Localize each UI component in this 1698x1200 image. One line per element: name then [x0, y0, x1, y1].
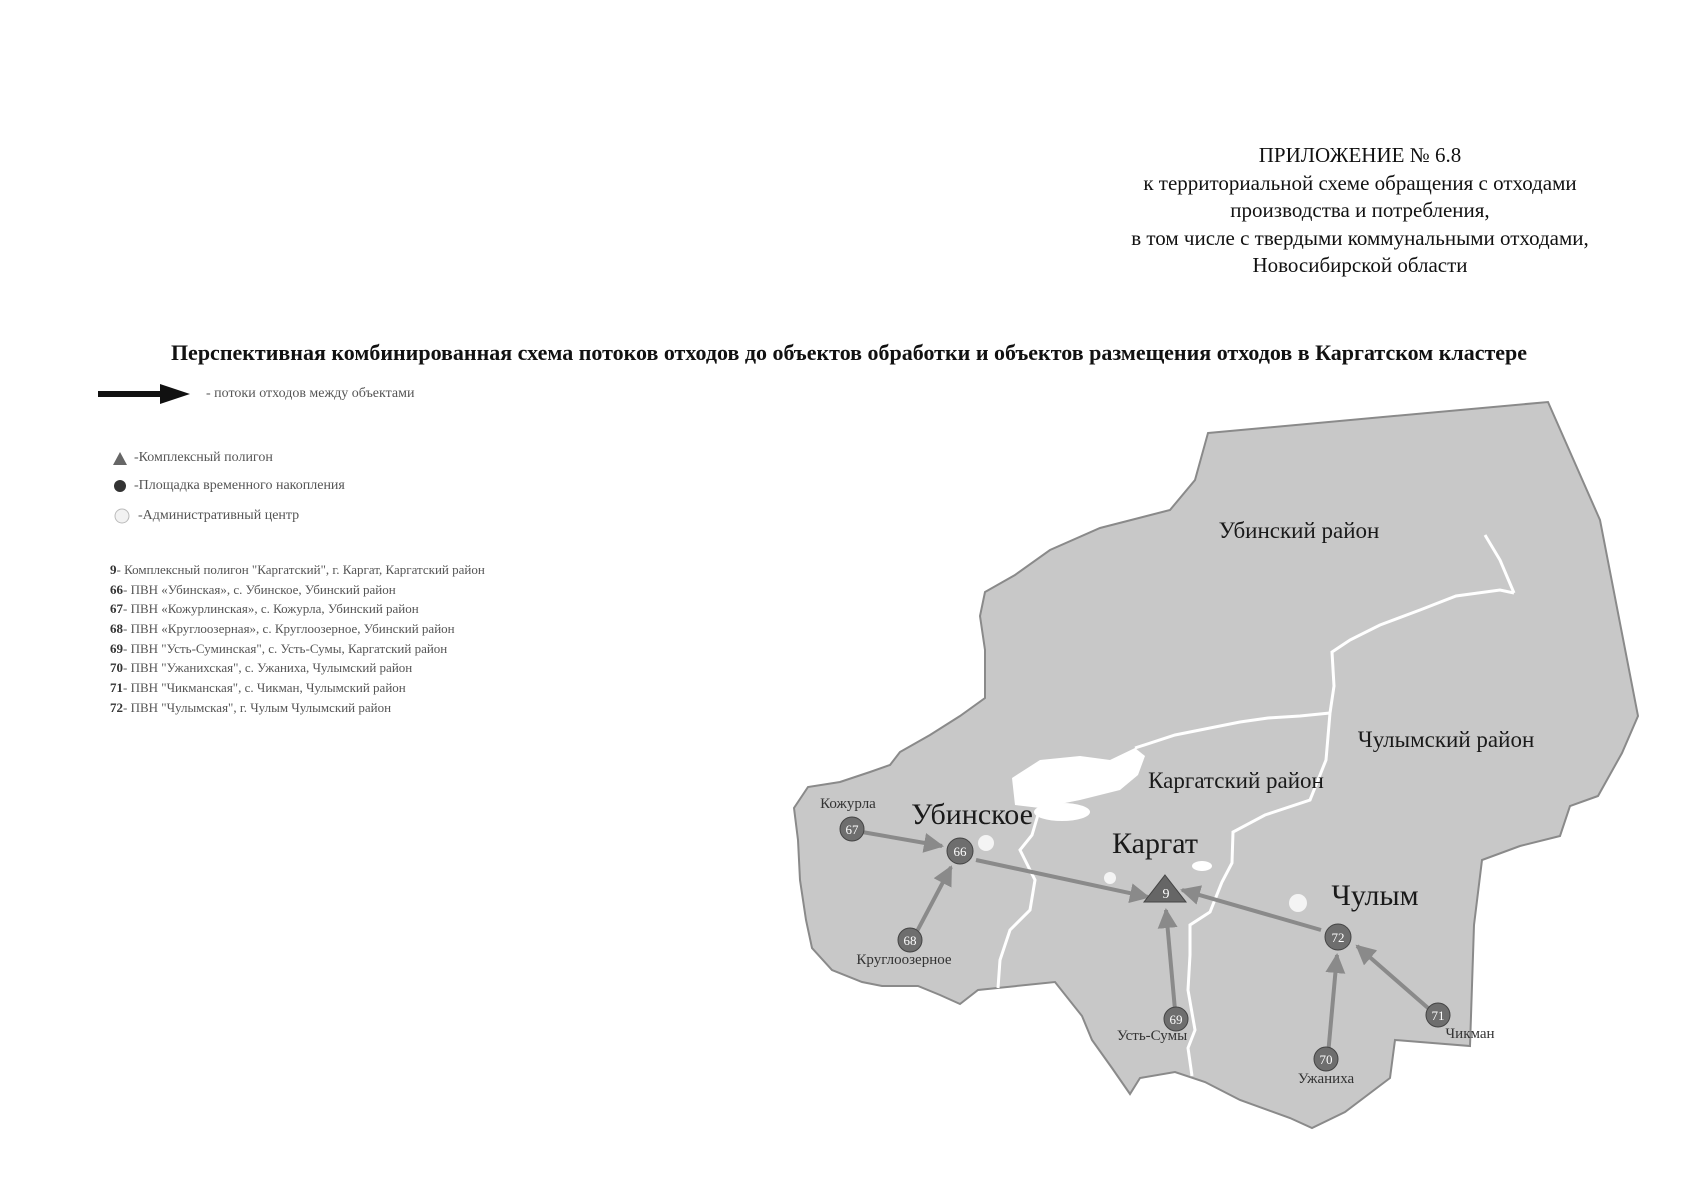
- site-number-66: 66: [953, 844, 967, 859]
- site-70: [1314, 1047, 1338, 1071]
- site-number-68: 68: [903, 933, 917, 948]
- site-number-67: 67: [845, 822, 859, 837]
- region-outline: [794, 402, 1638, 1128]
- district-label-chulymsky: Чулымский район: [1357, 727, 1535, 752]
- district-label-ubinsky: Убинский район: [1218, 518, 1380, 543]
- site-number-9: 9: [1162, 887, 1170, 902]
- appendix-line-3: производства и потребления,: [1230, 198, 1490, 222]
- place-label-kozhurla: Кожурла: [820, 796, 876, 812]
- legend-admin-center-label: -Административный центр: [138, 508, 300, 523]
- list-item: 67- ПВН «Кожурлинская», с. Кожурла, Убинский район: [110, 601, 419, 617]
- district-label-kargatsky: Каргатский район: [1148, 768, 1324, 793]
- list-item: 9- Комплексный полигон "Каргатский", г. Каргат, Каргатский район: [110, 562, 485, 577]
- site-66: [947, 838, 973, 864]
- place-label-ust-sumy: Усть-Сумы: [1116, 1028, 1188, 1044]
- admin-center-chulym-icon: [1289, 894, 1307, 912]
- appendix-line-5: Новосибирской области: [1252, 253, 1468, 277]
- list-item: 72- ПВН "Чулымская", г. Чулым Чулымский район: [110, 699, 392, 715]
- list-item: 66- ПВН «Убинская», с. Убинское, Убинский район: [110, 581, 396, 597]
- site-72: [1325, 924, 1351, 950]
- site-number-72: 72: [1331, 930, 1345, 945]
- list-item: 68- ПВН «Круглоозерная», с. Круглоозерное, Убинский район: [110, 621, 455, 637]
- place-label-chikman: Чикман: [1445, 1026, 1495, 1042]
- appendix-line-1: ПРИЛОЖЕНИЕ № 6.8: [1258, 143, 1462, 167]
- document-title: Перспективная комбинированная схема потоков отходов до объектов обработки и объектов размещения отходов в Каргатском кластере: [170, 340, 1528, 365]
- list-item: 71- ПВН "Чикманская", с. Чикман, Чулымский район: [110, 680, 406, 696]
- lake: [1034, 803, 1090, 821]
- center-label-ubinskoe: Убинское: [911, 798, 1033, 831]
- admin-center-ubinskoe-icon: [978, 835, 994, 851]
- site-67: [840, 817, 864, 841]
- legend-complex-landfill-label: -Комплексный полигон: [134, 450, 273, 465]
- site-71: [1426, 1003, 1450, 1027]
- site-number-71: 71: [1431, 1008, 1445, 1023]
- place-label-uzhanikha: Ужаниха: [1297, 1071, 1355, 1087]
- legend-flows-label: - потоки отходов между объектами: [206, 386, 415, 401]
- list-item: 70- ПВН "Ужанихская", с. Ужаниха, Чулымский район: [110, 660, 413, 676]
- place-label-krugloozernoe: Круглоозерное: [856, 952, 952, 968]
- site-number-70: 70: [1319, 1052, 1333, 1067]
- site-number-69: 69: [1169, 1012, 1183, 1027]
- lake: [1192, 861, 1212, 871]
- admin-center-kargat-icon: [1104, 872, 1116, 884]
- legend-temp-site-label: -Площадка временного накопления: [134, 478, 345, 493]
- center-label-kargat: Каргат: [1112, 827, 1198, 860]
- center-label-chulym: Чулым: [1331, 879, 1419, 912]
- site-68: [898, 928, 922, 952]
- appendix-line-2: к территориальной схеме обращения с отходами: [1143, 170, 1577, 195]
- list-item: 69- ПВН "Усть-Суминская", с. Усть-Сумы, Каргатский район: [110, 640, 448, 656]
- appendix-line-4: в том числе с твердыми коммунальными отходами,: [1131, 225, 1589, 250]
